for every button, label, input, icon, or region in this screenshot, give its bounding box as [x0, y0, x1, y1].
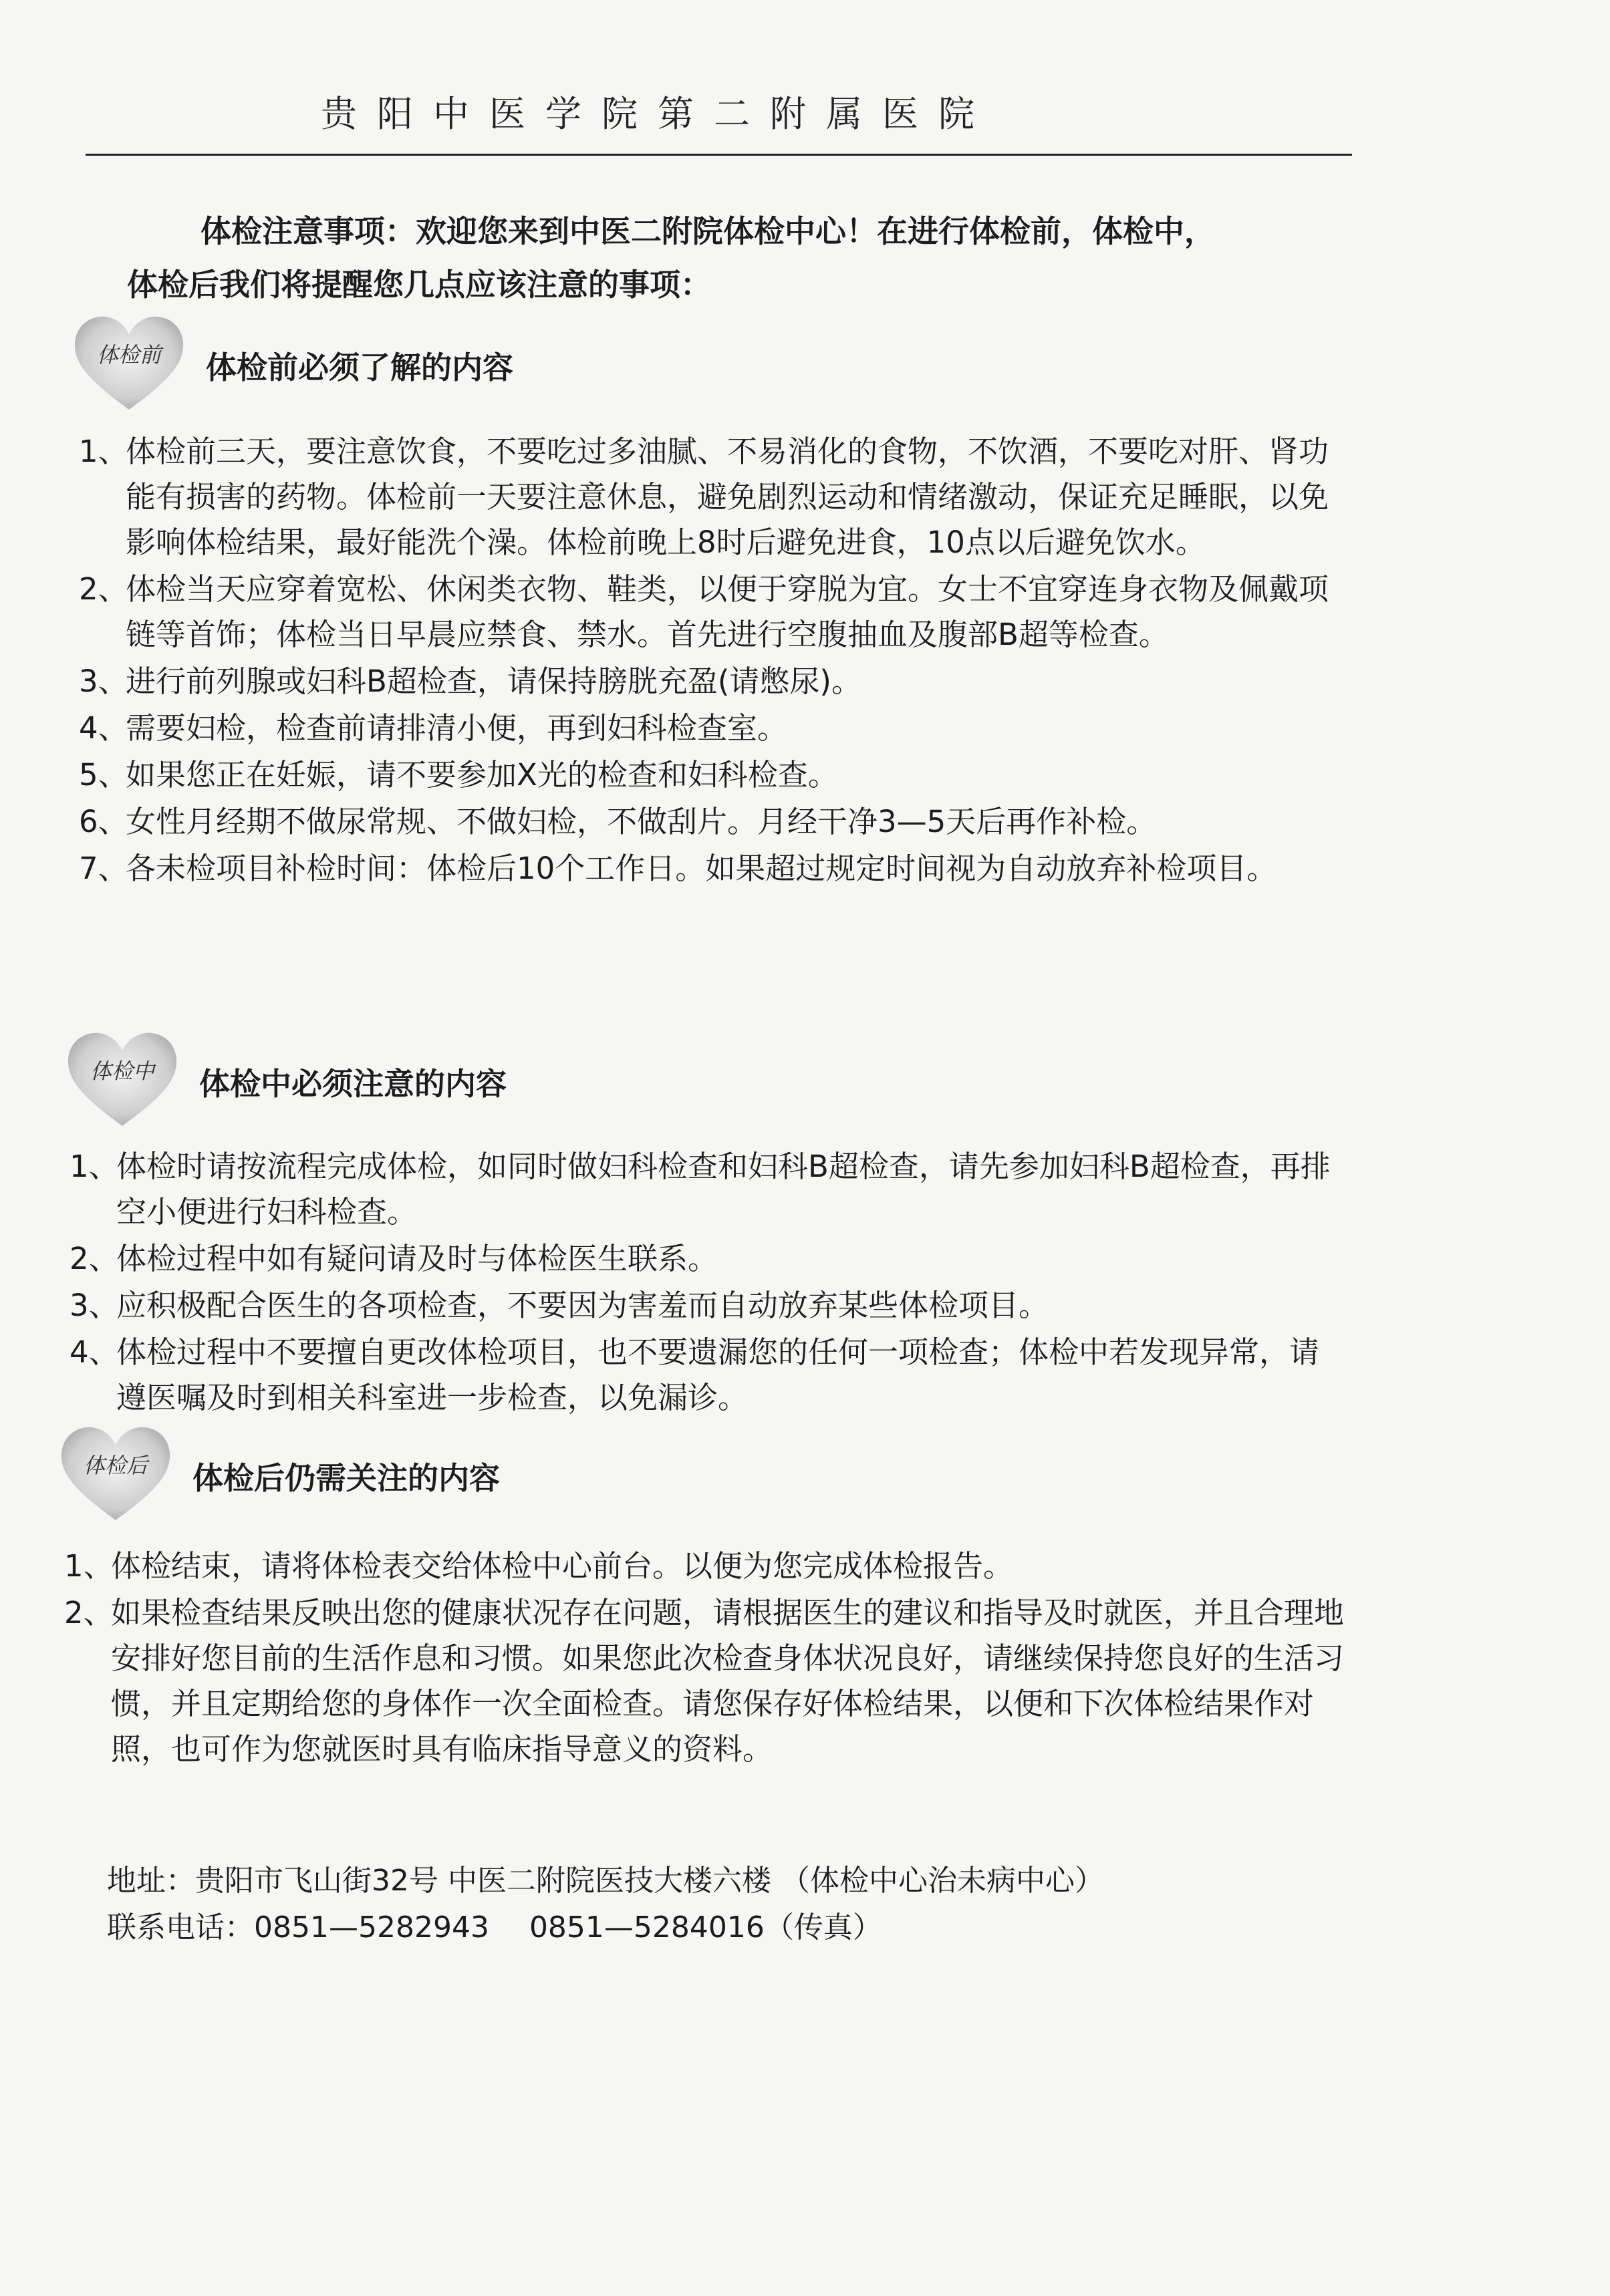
- item-text: 各未检项目补检时间：体检后10个工作日。如果超过规定时间视为自动放弃补检项目。: [126, 851, 1277, 886]
- heart-badge-label: 体检后: [83, 1453, 148, 1478]
- item-text: 进行前列腺或妇科B超检查，请保持膀胱充盈(请憋尿)。: [126, 664, 861, 699]
- section-title: 体检中必须注意的内容: [199, 1066, 507, 1102]
- heart-badge-label: 体检前: [96, 342, 161, 368]
- item-number: 7、: [79, 851, 128, 886]
- item-number: 2、: [70, 1241, 119, 1276]
- list-item: [64, 1590, 1347, 1772]
- item-text: 体检前三天，要注意饮食，不要吃过多油腻、不易消化的食物，不饮酒，不要吃对肝、肾功能有损害的药物。体检前一天要注意休息，避免剧烈运动和情绪激动，保证充足睡眠，以免影响体检结果，最好能洗个澡。体检前晚上8时后避免进食，10点以后避免饮水。: [126, 434, 1329, 560]
- item-text: 需要妇检，检查前请排清小便，再到妇科检查室。: [126, 710, 788, 746]
- phone-number-2: 0851—5284016（传真）: [529, 1910, 882, 1945]
- list-item: [70, 1283, 1349, 1328]
- section-title: 体检前必须了解的内容: [206, 349, 513, 386]
- list-item: [70, 1144, 1349, 1235]
- hospital-header-title: 贵阳中医学院第二附属医院: [321, 93, 994, 135]
- section-list-during: [70, 1144, 1349, 1422]
- item-text: 如果检查结果反映出您的健康状况存在问题，请根据医生的建议和指导及时就医，并且合理地安排好您目前的生活作息和习惯。如果您此次检查身体状况良好，请继续保持您良好的生活习惯，并且定期给您的身体作一次全面检查。请您保存好体检结果，以便和下次体检结果作对照，也可作为您就医时具有临床指导意义的资料。: [111, 1595, 1345, 1767]
- intro-line-2: 体检后我们将提醒您几点应该注意的事项：: [127, 267, 711, 303]
- item-text: 体检过程中如有疑问请及时与体检医生联系。: [116, 1241, 718, 1276]
- section-head-after: [59, 1423, 727, 1530]
- item-number: 2、: [79, 571, 128, 607]
- item-number: 4、: [79, 710, 128, 746]
- address-line: 地址：贵阳市飞山街32号 中医二附院医技大楼六楼 （体检中心治未病中心）: [107, 1864, 1104, 1898]
- item-number: 5、: [79, 757, 128, 793]
- item-number: 1、: [64, 1548, 114, 1584]
- item-text: 体检结束，请将体检表交给体检中心前台。以便为您完成体检报告。: [111, 1548, 1014, 1584]
- item-number: 6、: [79, 804, 128, 839]
- item-number: 4、: [70, 1334, 119, 1370]
- item-number: 1、: [70, 1149, 119, 1184]
- intro-paragraph: [127, 204, 1350, 311]
- item-text: 体检过程中不要擅自更改体检项目，也不要遗漏您的任何一项检查；体检中若发现异常，请遵医嘱及时到相关科室进一步检查，以免漏诊。: [116, 1334, 1320, 1415]
- list-item: [79, 799, 1349, 845]
- item-text: 体检当天应穿着宽松、休闲类衣物、鞋类，以便于穿脱为宜。女士不宜穿连身衣物及佩戴项链等首饰；体检当日早晨应禁食、禁水。首先进行空腹抽血及腹部B超等检查。: [126, 571, 1329, 652]
- section-list-after: [64, 1544, 1347, 1773]
- list-item: [79, 429, 1349, 565]
- list-item: [79, 846, 1349, 891]
- list-item: [79, 752, 1349, 798]
- heart-badge-icon: [59, 1423, 172, 1524]
- section-title: 体检后仍需关注的内容: [192, 1460, 500, 1496]
- list-item: [79, 706, 1349, 751]
- item-text: 体检时请按流程完成体检，如同时做妇科检查和妇科B超检查，请先参加妇科B超检查，再排空小便进行妇科检查。: [116, 1149, 1331, 1230]
- intro-line-1: 体检注意事项：欢迎您来到中医二附院体检中心！在进行体检前，体检中，: [200, 213, 1215, 249]
- contact-footer: [107, 1858, 1104, 1951]
- list-item: [79, 567, 1349, 658]
- item-number: 3、: [79, 664, 128, 699]
- item-number: 3、: [70, 1288, 119, 1323]
- header-rule: [86, 154, 1352, 156]
- phone-label: 联系电话：: [107, 1910, 254, 1945]
- heart-badge-icon: [65, 1029, 179, 1129]
- heart-badge-icon: [72, 313, 186, 413]
- section-head-during: [65, 1029, 734, 1136]
- item-text: 如果您正在妊娠，请不要参加X光的检查和妇科检查。: [126, 757, 838, 793]
- list-item: [79, 659, 1349, 704]
- list-item: [70, 1236, 1349, 1282]
- phone-number-1: 0851—5282943: [254, 1910, 489, 1945]
- item-text: 女性月经期不做尿常规、不做妇检，不做刮片。月经干净3—5天后再作补检。: [126, 804, 1157, 839]
- section-head-before: [72, 313, 741, 420]
- item-number: 2、: [64, 1595, 114, 1630]
- heart-badge-label: 体检中: [90, 1058, 154, 1084]
- item-text: 应积极配合医生的各项检查，不要因为害羞而自动放弃某些体检项目。: [116, 1288, 1049, 1323]
- item-number: 1、: [79, 434, 128, 469]
- list-item: [64, 1544, 1347, 1589]
- section-list-before: [79, 429, 1349, 893]
- phone-line: [107, 1904, 1104, 1951]
- list-item: [70, 1330, 1349, 1421]
